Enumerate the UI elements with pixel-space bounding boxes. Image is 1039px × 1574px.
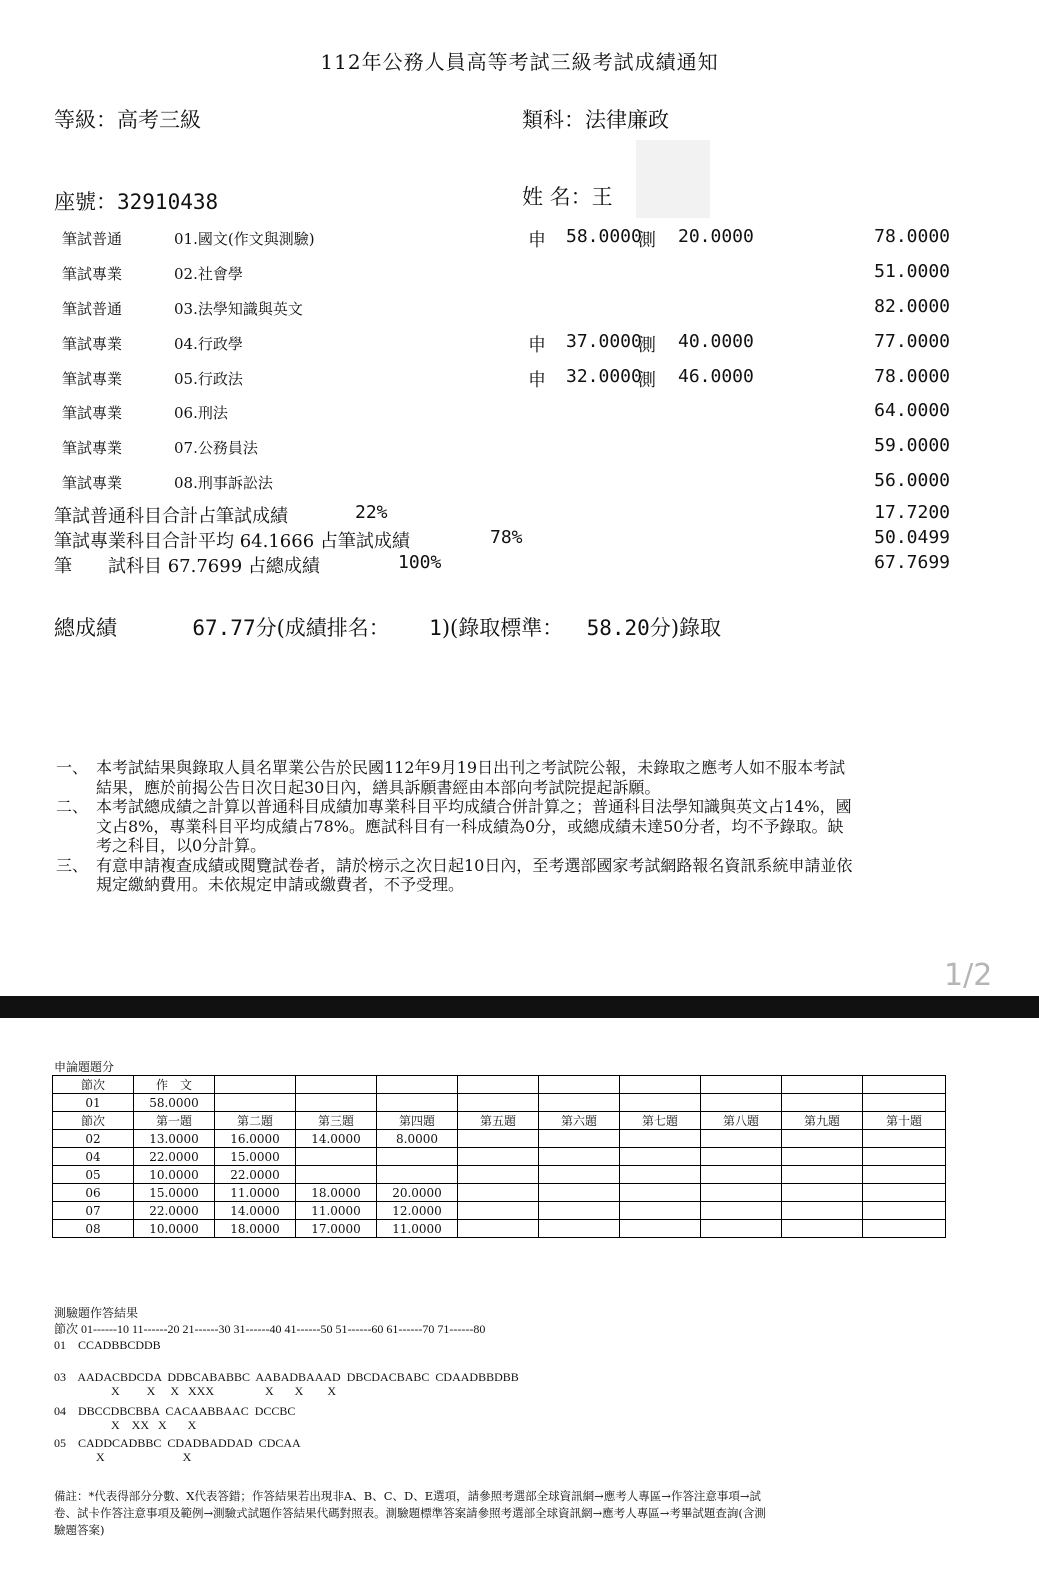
table-row — [53, 1130, 946, 1148]
table-cell: 13.0000 — [134, 1130, 215, 1148]
table-row — [53, 1220, 946, 1238]
table-cell — [377, 1094, 458, 1112]
table-cell: 15.0000 — [134, 1184, 215, 1202]
table-cell — [458, 1076, 539, 1094]
table-cell: 10.0000 — [134, 1220, 215, 1238]
table-cell — [701, 1184, 782, 1202]
seat-number: 32910438 — [117, 190, 219, 214]
wrong-marks: X X — [54, 1450, 192, 1464]
table-row — [53, 1166, 946, 1184]
essay-scores-caption: 申論題題分 — [54, 1060, 115, 1074]
total-label: 總成績 — [54, 616, 117, 640]
rank-text: (成績排名： — [276, 616, 390, 640]
subject-type: 筆試專業 — [62, 404, 123, 422]
table-cell — [782, 1148, 863, 1166]
table-cell — [296, 1148, 377, 1166]
table-cell — [458, 1202, 539, 1220]
table-cell — [620, 1184, 701, 1202]
subject-type: 筆試普通 — [62, 300, 123, 318]
answer-line: 01 CCADBBCDDB — [54, 1338, 161, 1352]
table-cell — [701, 1076, 782, 1094]
table-cell — [539, 1202, 620, 1220]
table-header-row — [53, 1076, 946, 1094]
admission-result: )錄取 — [670, 616, 722, 640]
table-cell: 11.0000 — [215, 1184, 296, 1202]
subject-name: 03.法學知識與英文 — [174, 300, 303, 318]
table-cell: 第四題 — [377, 1112, 458, 1130]
table-cell — [701, 1148, 782, 1166]
notes-section — [56, 758, 856, 895]
essay-mark: 申 — [528, 335, 546, 356]
table-cell — [458, 1148, 539, 1166]
table-cell — [782, 1220, 863, 1238]
table-cell — [215, 1094, 296, 1112]
test-score: 40.0000 — [678, 331, 754, 352]
table-cell — [863, 1094, 946, 1112]
exam-grade: 等級：高考三級 — [54, 108, 201, 132]
table-cell — [701, 1202, 782, 1220]
table-cell — [377, 1166, 458, 1184]
table-cell — [782, 1076, 863, 1094]
table-cell: 18.0000 — [296, 1184, 377, 1202]
table-cell — [863, 1184, 946, 1202]
remark-text: 備註：*代表得部分分數、X代表答錯；作答結果若出現非A、B、C、D、E選項，請參照考選部全球資訊網→應考人專區→作答注意事項→試卷、試卡作答注意事項及範例→測驗式試題作答結果代碼對照表。測驗題標準答案請參照考選部全球資訊網→應考人專區→考畢試題查詢(含測驗題答案) — [54, 1489, 766, 1537]
table-cell — [539, 1076, 620, 1094]
table-cell — [782, 1184, 863, 1202]
table-cell: 第一題 — [134, 1112, 215, 1130]
test-score: 46.0000 — [678, 366, 754, 387]
subject-type: 筆試專業 — [62, 370, 123, 388]
table-cell: 12.0000 — [377, 1202, 458, 1220]
table-cell: 02 — [53, 1130, 134, 1148]
table-cell: 第十題 — [863, 1112, 946, 1130]
table-cell — [701, 1166, 782, 1184]
table-cell — [782, 1166, 863, 1184]
page-divider — [0, 996, 1039, 1018]
table-cell — [296, 1076, 377, 1094]
table-cell: 節次 — [53, 1112, 134, 1130]
exam-category: 類科：法律廉政 — [522, 108, 669, 132]
table-cell — [539, 1220, 620, 1238]
table-cell — [458, 1184, 539, 1202]
summary-percent: 22% — [355, 502, 388, 523]
table-cell: 14.0000 — [215, 1202, 296, 1220]
subject-name: 04.行政學 — [174, 335, 243, 353]
table-cell: 第八題 — [701, 1112, 782, 1130]
table-cell: 04 — [53, 1148, 134, 1166]
note-item: 三、 有意申請複查成績或閱覽試卷者，請於榜示之次日起10日內，至考選部國家考試網路報名資訊系統申請並依規定繳納費用。未依規定申請或繳費者，不予受理。 — [56, 855, 853, 894]
table-cell: 第二題 — [215, 1112, 296, 1130]
candidate-name: 姓 名：王 — [522, 185, 613, 209]
table-cell: 8.0000 — [377, 1130, 458, 1148]
table-cell: 節次 — [53, 1076, 134, 1094]
table-cell: 20.0000 — [377, 1184, 458, 1202]
subject-type: 筆試專業 — [62, 265, 123, 283]
table-cell — [458, 1130, 539, 1148]
table-cell: 第五題 — [458, 1112, 539, 1130]
table-cell — [539, 1166, 620, 1184]
subject-score: 77.0000 — [874, 331, 950, 352]
table-cell: 17.0000 — [296, 1220, 377, 1238]
table-cell: 15.0000 — [215, 1148, 296, 1166]
table-cell — [782, 1130, 863, 1148]
table-cell — [620, 1220, 701, 1238]
table-cell — [539, 1130, 620, 1148]
subject-score: 59.0000 — [874, 435, 950, 456]
table-cell: 05 — [53, 1166, 134, 1184]
table-cell: 第九題 — [782, 1112, 863, 1130]
summary-score: 17.7200 — [874, 502, 950, 523]
essay-score: 32.0000 — [566, 366, 642, 387]
wrong-marks: X XX X X — [54, 1418, 197, 1432]
table-cell — [377, 1148, 458, 1166]
subject-name: 02.社會學 — [174, 265, 243, 283]
subject-score: 82.0000 — [874, 296, 950, 317]
note-item: 一、 本考試結果與錄取人員名單業公告於民國112年9月19日出刊之考試院公報，未錄取之應考人如不服本考試結果，應於前揭公告日次日起30日內，繕具訴願書經由本部向考試院提起訴願。 — [56, 758, 846, 797]
subject-score: 51.0000 — [874, 261, 950, 282]
table-cell — [458, 1220, 539, 1238]
table-row — [53, 1094, 946, 1112]
table-cell: 07 — [53, 1202, 134, 1220]
note-item: 二、 本考試總成績之計算以普通科目成績加專業科目平均成績合併計算之；普通科目法學知識與英文占14%，國文占8%，專業科目平均成績占78%。應試科目有一科成績為0分，或總成績未達50分者，均不予錄取。缺考之科目，以0分計算。 — [56, 797, 852, 855]
test-mark: 測 — [638, 370, 656, 391]
subject-name: 05.行政法 — [174, 370, 243, 388]
table-cell: 14.0000 — [296, 1130, 377, 1148]
wrong-marks: X X X XXX X X X — [54, 1384, 336, 1398]
essay-score: 37.0000 — [566, 331, 642, 352]
rank-value: 1 — [429, 616, 442, 640]
summary-percent: 100% — [398, 552, 442, 573]
standard-text: )(錄取標準： — [441, 616, 564, 640]
answer-line: 05 CADDCADBBC CDADBADDAD CDCAA — [54, 1436, 301, 1450]
table-cell: 22.0000 — [215, 1166, 296, 1184]
table-cell — [620, 1148, 701, 1166]
table-cell: 16.0000 — [215, 1130, 296, 1148]
notice-title: 112年公務人員高等考試三級考試成績通知 — [320, 50, 719, 74]
answer-line: 04 DBCCDBCBBA CACAABBAAC DCCBC — [54, 1404, 296, 1418]
table-cell: 第六題 — [539, 1112, 620, 1130]
answer-line: 03 AADACBDCDA DDBCABABBC AABADBAAAD DBCDACBABC CDAADBBDBB — [54, 1370, 519, 1384]
subject-type: 筆試專業 — [62, 335, 123, 353]
table-cell — [296, 1094, 377, 1112]
essay-scores-table — [52, 1075, 946, 1238]
subject-type: 筆試專業 — [62, 439, 123, 457]
table-cell — [782, 1202, 863, 1220]
redacted-name-area — [636, 140, 710, 218]
table-cell — [782, 1094, 863, 1112]
subject-type: 筆試專業 — [62, 474, 123, 492]
table-cell — [863, 1202, 946, 1220]
essay-mark: 申 — [528, 370, 546, 391]
table-cell — [620, 1202, 701, 1220]
page-indicator: 1/2 — [944, 958, 993, 993]
table-cell — [620, 1130, 701, 1148]
table-cell: 06 — [53, 1184, 134, 1202]
table-cell — [296, 1166, 377, 1184]
table-cell: 22.0000 — [134, 1148, 215, 1166]
table-row — [53, 1202, 946, 1220]
table-cell: 58.0000 — [134, 1094, 215, 1112]
summary-score: 50.0499 — [874, 527, 950, 548]
essay-mark: 申 — [528, 230, 546, 251]
table-cell — [863, 1220, 946, 1238]
table-cell: 18.0000 — [215, 1220, 296, 1238]
summary-label: 筆試普通科目合計占筆試成績 — [54, 506, 288, 527]
subject-score: 64.0000 — [874, 400, 950, 421]
table-cell — [620, 1076, 701, 1094]
table-cell — [539, 1148, 620, 1166]
subject-name: 08.刑事訴訟法 — [174, 474, 273, 492]
test-mark: 測 — [638, 335, 656, 356]
subject-name: 01.國文(作文與測驗) — [174, 230, 315, 248]
table-cell — [458, 1094, 539, 1112]
table-row — [53, 1184, 946, 1202]
test-mark: 測 — [638, 230, 656, 251]
table-cell: 01 — [53, 1094, 134, 1112]
table-cell — [539, 1094, 620, 1112]
total-score-line — [54, 612, 721, 642]
table-cell — [701, 1130, 782, 1148]
table-cell: 08 — [53, 1220, 134, 1238]
answers-caption: 測驗題作答結果 — [54, 1306, 139, 1320]
subject-score: 56.0000 — [874, 470, 950, 491]
subject-score: 78.0000 — [874, 366, 950, 387]
table-cell: 第七題 — [620, 1112, 701, 1130]
table-cell: 作 文 — [134, 1076, 215, 1094]
table-row — [53, 1148, 946, 1166]
table-header-row — [53, 1112, 946, 1130]
table-cell: 11.0000 — [377, 1220, 458, 1238]
seat-number-row — [54, 186, 218, 216]
table-cell — [863, 1166, 946, 1184]
table-cell: 第三題 — [296, 1112, 377, 1130]
table-cell: 22.0000 — [134, 1202, 215, 1220]
test-score: 20.0000 — [678, 226, 754, 247]
table-cell — [701, 1220, 782, 1238]
table-cell — [863, 1076, 946, 1094]
table-cell — [539, 1184, 620, 1202]
subject-name: 07.公務員法 — [174, 439, 258, 457]
table-cell — [458, 1166, 539, 1184]
seat-label: 座號： — [54, 190, 117, 214]
table-cell — [863, 1130, 946, 1148]
subject-score: 78.0000 — [874, 226, 950, 247]
summary-percent: 78% — [490, 527, 523, 548]
summary-label: 筆試專業科目合計平均 64.1666 占筆試成績 — [54, 531, 410, 552]
essay-score: 58.0000 — [566, 226, 642, 247]
table-cell — [620, 1094, 701, 1112]
subject-name: 06.刑法 — [174, 404, 228, 422]
summary-label: 筆 試科目 67.7699 占總成績 — [54, 556, 320, 577]
table-cell — [701, 1094, 782, 1112]
subject-type: 筆試普通 — [62, 230, 123, 248]
answers-header: 節次 01------10 11------20 21------30 31------40 41------50 51------60 61------70 71------80 — [54, 1322, 486, 1336]
table-cell — [620, 1166, 701, 1184]
table-cell — [863, 1148, 946, 1166]
table-cell — [215, 1076, 296, 1094]
summary-score: 67.7699 — [874, 552, 950, 573]
table-cell: 10.0000 — [134, 1166, 215, 1184]
admission-standard: 58.20分 — [586, 616, 671, 640]
table-cell: 11.0000 — [296, 1202, 377, 1220]
total-value: 67.77分 — [192, 616, 277, 640]
table-cell — [377, 1076, 458, 1094]
